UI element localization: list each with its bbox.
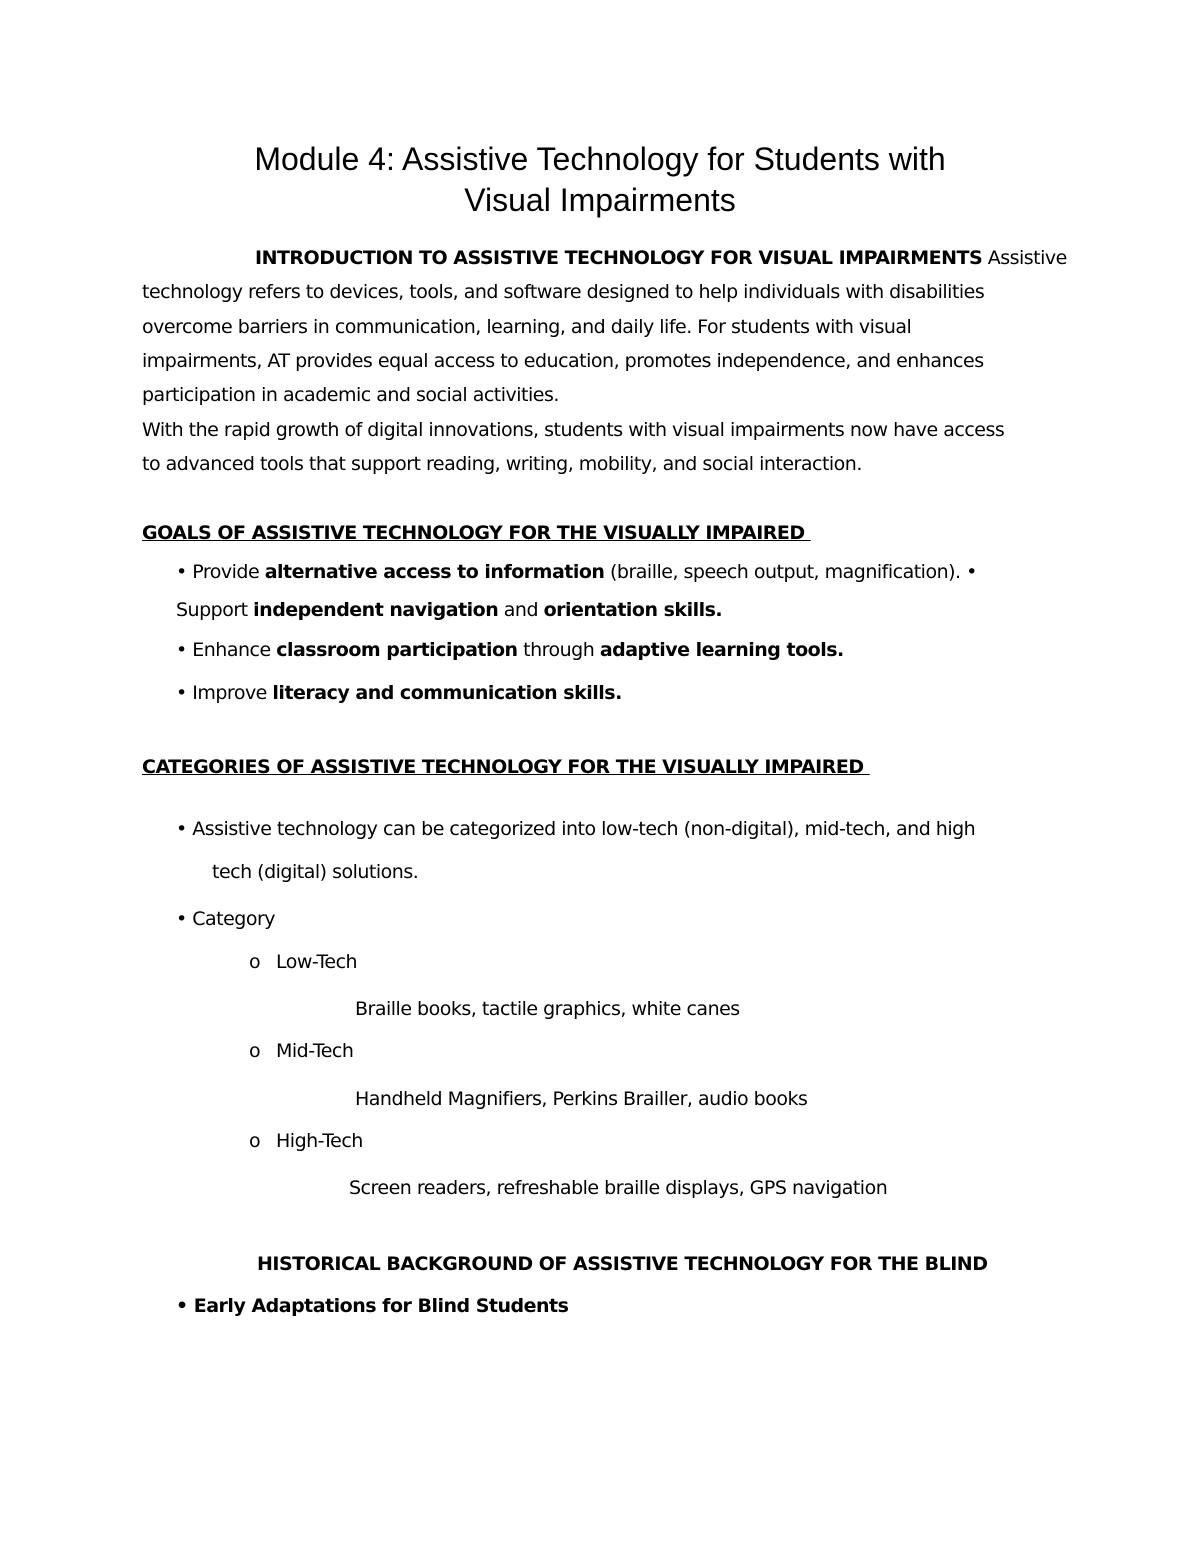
- goals-line-3-text: • Enhance: [176, 639, 277, 661]
- goals-line-3-bold-2: adaptive learning tools: [599, 639, 838, 661]
- goals-heading: GOALS OF ASSISTIVE TECHNOLOGY FOR THE VISUALLY IMPAIRED: [142, 522, 811, 544]
- history-heading: HISTORICAL BACKGROUND OF ASSISTIVE TECHNOLOGY FOR THE BLIND: [257, 1253, 988, 1275]
- category-examples-mid-tech: Handheld Magnifiers, Perkins Brailler, audio books: [355, 1088, 808, 1110]
- intro-line-1: [255, 247, 1067, 269]
- category-label-mid-tech: Mid-Tech: [276, 1040, 354, 1062]
- category-label-high-tech: High-Tech: [276, 1130, 363, 1152]
- goals-line-3-tail: .: [837, 639, 844, 661]
- goals-line-4-text: • Improve: [176, 682, 273, 704]
- page-title-line-2: Visual Impairments: [464, 182, 736, 218]
- goals-line-4-tail: .: [615, 682, 622, 704]
- goals-line-2-tail: .: [715, 599, 723, 621]
- intro-line-5: participation in academic and social activities.: [142, 384, 559, 406]
- goals-line-1-bold: alternative access to information: [264, 561, 605, 583]
- categories-bullet-1-line-1: • Assistive technology can be categorized into low-tech (non-digital), mid-tech, and high: [176, 818, 976, 840]
- goals-line-1-tail: (braille, speech output, magnification). •: [604, 561, 977, 583]
- goals-line-1-text: • Provide: [176, 561, 265, 583]
- goals-line-2-text: Support: [176, 599, 254, 621]
- category-label-low-tech: Low-Tech: [276, 951, 358, 973]
- goals-line-2-bold-1: independent navigation: [253, 599, 499, 621]
- goals-line-3: [176, 639, 844, 661]
- goals-line-1: [176, 561, 977, 583]
- categories-heading: CATEGORIES OF ASSISTIVE TECHNOLOGY FOR THE VISUALLY IMPAIRED: [142, 756, 870, 778]
- categories-bullet-1-line-2: tech (digital) solutions.: [212, 861, 419, 883]
- intro-heading: INTRODUCTION TO ASSISTIVE TECHNOLOGY FOR VISUAL IMPAIRMENTS: [255, 247, 983, 269]
- intro-line-2: technology refers to devices, tools, and software designed to help individuals with disabilities: [142, 281, 985, 303]
- history-bullet: • Early Adaptations for Blind Students: [176, 1295, 569, 1317]
- intro-line-7: to advanced tools that support reading, writing, mobility, and social interaction.: [142, 453, 862, 475]
- goals-line-3-mid: through: [517, 639, 600, 661]
- category-examples-low-tech: Braille books, tactile graphics, white canes: [355, 998, 740, 1020]
- page-title-line-1: Module 4: Assistive Technology for Students with: [254, 141, 946, 177]
- categories-bullet-2: • Category: [176, 908, 276, 930]
- goals-line-4: [176, 682, 622, 704]
- goals-line-2: [176, 599, 722, 621]
- category-marker: o: [249, 1040, 261, 1062]
- intro-line-4: impairments, AT provides equal access to education, promotes independence, and enhances: [142, 350, 984, 372]
- intro-line-6: With the rapid growth of digital innovations, students with visual impairments now have access: [142, 419, 1005, 441]
- category-marker: o: [249, 951, 261, 973]
- goals-line-2-bold-2: orientation skills: [543, 599, 716, 621]
- intro-line-3: overcome barriers in communication, learning, and daily life. For students with visual: [142, 316, 912, 338]
- intro-line-1-tail: Assistive: [987, 247, 1067, 269]
- goals-line-2-mid: and: [498, 599, 544, 621]
- goals-line-4-bold: literacy and communication skills: [272, 682, 616, 704]
- category-marker: o: [249, 1130, 261, 1152]
- category-examples-high-tech: Screen readers, refreshable braille displays, GPS navigation: [349, 1177, 888, 1199]
- goals-line-3-bold-1: classroom participation: [276, 639, 518, 661]
